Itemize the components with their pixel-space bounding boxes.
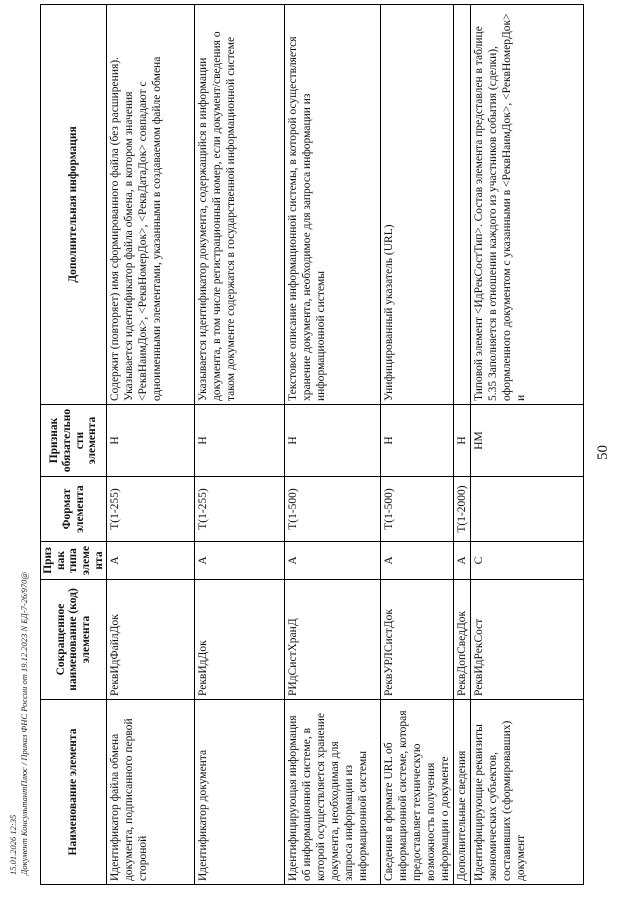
header-name: Наименование элемента: [41, 700, 107, 885]
cell-info: Содержит (повторяет) имя сформированного файла (без расширения). Указывается идентификатор файла обмена, в котором значения <РеквНаимДок>, <РеквНомерДок>, <РеквДатаДок> совпадают с одноименными элементами, указанными в создаваемом файле обмена: [107, 5, 195, 405]
cell-info: Унифицированный указатель (URL): [381, 5, 454, 405]
cell-name: Дополнительные сведения: [454, 700, 471, 885]
cell-type: А: [195, 542, 285, 580]
cell-required: Н: [381, 405, 454, 477]
header-type-flag: Признак типа элемента: [41, 542, 107, 580]
cell-type: С: [471, 542, 584, 580]
table-row: [195, 5, 285, 885]
elements-table: [40, 4, 584, 885]
footer-date: 15.01.2026 12:35: [8, 814, 18, 875]
cell-info: Указывается идентификатор документа, содержащийся в информации документа, в том числе регистрационный номер, если документ/сведения о таком документе содержатся в государственной информационной системе: [195, 5, 285, 405]
cell-info: Типовой элемент <ИдРекСостТип>. Состав элемента представлен в таблице 5.35 Заполняется в отношении каждого из участников события (сделки), оформленного документом с указанными в <РеквНаимДок>, <РеквНомерДок> и: [471, 5, 584, 405]
header-short-name: Сокращенное наименование (код) элемента: [41, 580, 107, 700]
cell-required: Н: [195, 405, 285, 477]
table-row: [107, 5, 195, 885]
cell-code: РеквУРЛСистДок: [381, 580, 454, 700]
footer-stamp: [8, 572, 29, 875]
cell-format: T(1-500): [381, 477, 454, 542]
cell-format: T(1-2000): [454, 477, 471, 542]
cell-code: РеквДопСведДок: [454, 580, 471, 700]
cell-type: А: [285, 542, 381, 580]
cell-format: T(1-255): [195, 477, 285, 542]
cell-type: А: [381, 542, 454, 580]
cell-name: Сведения в формате URL об информационной системе, которая предоставляет техническую возможность получения информации о документе: [381, 700, 454, 885]
cell-code: РеквИдДок: [195, 580, 285, 700]
header-extra-info: Дополнительная информация: [41, 5, 107, 405]
cell-code: РИдСистХранД: [285, 580, 381, 700]
cell-required: НМ: [471, 405, 584, 477]
cell-info: [454, 5, 471, 405]
cell-required: Н: [107, 405, 195, 477]
table-header-row: [41, 5, 107, 885]
footer-source: Документ КонсультантПлюс / Приказ ФНС России от 19.12.2023 N ЕД-7-26/970@: [18, 571, 29, 875]
cell-required: Н: [454, 405, 471, 477]
cell-format: [471, 477, 584, 542]
cell-required: Н: [285, 405, 381, 477]
table-row: [285, 5, 381, 885]
cell-type: А: [454, 542, 471, 580]
cell-format: T(1-500): [285, 477, 381, 542]
table-row: [471, 5, 584, 885]
cell-name: Идентифицирующие реквизиты экономических субъектов, составивших (сформировавших) документ: [471, 700, 584, 885]
cell-type: А: [107, 542, 195, 580]
cell-name: Идентификатор файла обмена документа, подписанного первой стороной: [107, 700, 195, 885]
header-format: Формат элемента: [41, 477, 107, 542]
cell-name: Идентифицирующая информация об информационной системе, в которой осуществляется хранение документа, необходимая для запроса информации из информационной системы: [285, 700, 381, 885]
table-row: [381, 5, 454, 885]
cell-info: Текстовое описание информационной системы, в которой осуществляется хранение документа, необходимое для запроса информации из информационной системы: [285, 5, 381, 405]
header-required-flag: Признак обязательности элемента: [41, 405, 107, 477]
cell-code: РеквИдФайлДок: [107, 580, 195, 700]
cell-code: РеквИдРекСост: [471, 580, 584, 700]
cell-format: T(1-255): [107, 477, 195, 542]
table-row: [454, 5, 471, 885]
page-number: 50: [595, 445, 611, 460]
cell-name: Идентификатор документа: [195, 700, 285, 885]
